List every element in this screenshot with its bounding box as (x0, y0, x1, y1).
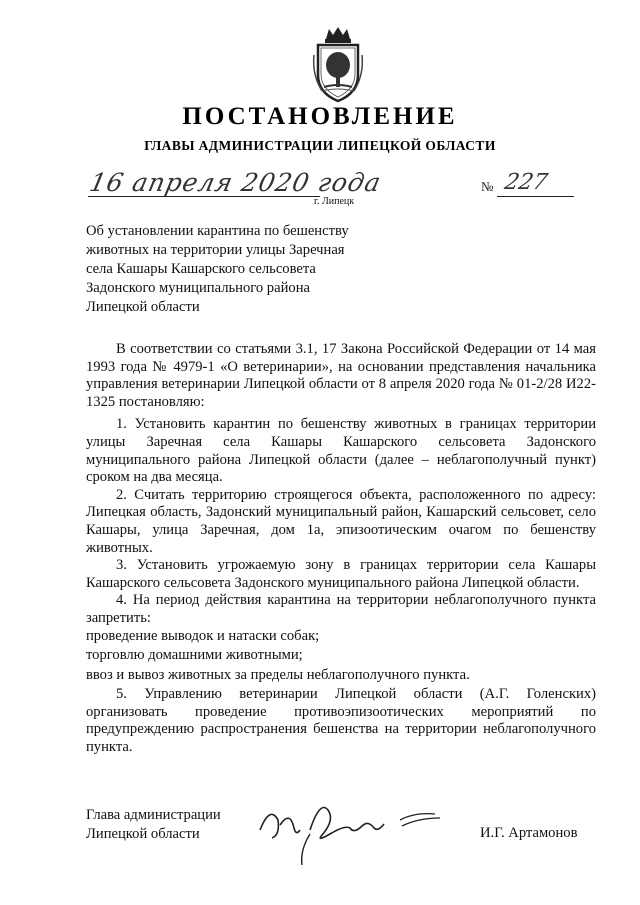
decree-item-3: 3. Установить угрожаемую зону в границах территории села Кашары Кашарского сельсовета Задонского муниципального района Липецкой области. (86, 557, 596, 591)
subject-block (86, 222, 416, 317)
number-sign: № (481, 179, 494, 194)
signatory-title-line: Глава администрации (86, 807, 221, 823)
signatory-title (86, 806, 221, 843)
city-label: г. Липецк (314, 196, 355, 207)
document-body (86, 341, 596, 757)
decree-item-1: 1. Установить карантин по бешенству животных в границах территории улицы Заречная села Кашары Кашарского сельсовета Задонского муниципального района Липецкой области (далее – неблагополучный пункт) сроком на два месяца. (86, 416, 596, 486)
signatory-name: И.Г. Артамонов (480, 825, 578, 841)
subject-line: Задонского муниципального района (86, 280, 310, 296)
handwritten-signature (250, 790, 450, 870)
document-subtitle: ГЛАВЫ АДМИНИСТРАЦИИ ЛИПЕЦКОЙ ОБЛАСТИ (144, 138, 496, 153)
prohibition-item: ввоз и вывоз животных за пределы неблагополучного пункта. (86, 666, 470, 683)
preamble-paragraph: В соответствии со статьями 3.1, 17 Закона Российской Федерации от 14 мая 1993 года № 4979-1 «О ветеринарии», на основании представления начальника управления ветеринарии Липецкой области от 8 апреля 2020 года № 01-2/28 И22-1325 постановляю: (86, 341, 596, 410)
decree-item-5: 5. Управлению ветеринарии Липецкой области (А.Г. Голенских) организовать проведение противоэпизоотических мероприятий по предупреждению распространения бешенства на территории неблагополучного пункта. (86, 686, 596, 756)
number-underline (497, 196, 574, 197)
subject-line: Липецкой области (86, 299, 200, 315)
date-underline (88, 196, 320, 197)
prohibition-item: торговлю домашними животными; (86, 647, 303, 664)
decree-item-2: 2. Считать территорию строящегося объекта, расположенного по адресу: Липецкая область, Задонский муниципальный район, Кашарский сельсовет, село Кашары, улица Заречная, дом 1а, эпизоотическим очагом по бешенству животных. (86, 486, 596, 556)
prohibition-item: проведение выводок и натаски собак; (86, 627, 320, 644)
signatory-title-line: Липецкой области (86, 825, 200, 842)
subject-line: животных на территории улицы Заречная (86, 242, 345, 258)
handwritten-number: 227 (502, 170, 550, 195)
coat-of-arms-emblem (312, 25, 364, 103)
handwritten-date: 16 апреля 2020 года (86, 168, 385, 197)
decree-item-4: 4. На период действия карантина на территории неблагополучного пункта запретить: (86, 592, 596, 626)
document-title: ПОСТАНОВЛЕНИЕ (182, 103, 458, 130)
subject-line: Об установлении карантина по бешенству (86, 223, 349, 239)
subject-line: села Кашары Кашарского сельсовета (86, 261, 316, 277)
